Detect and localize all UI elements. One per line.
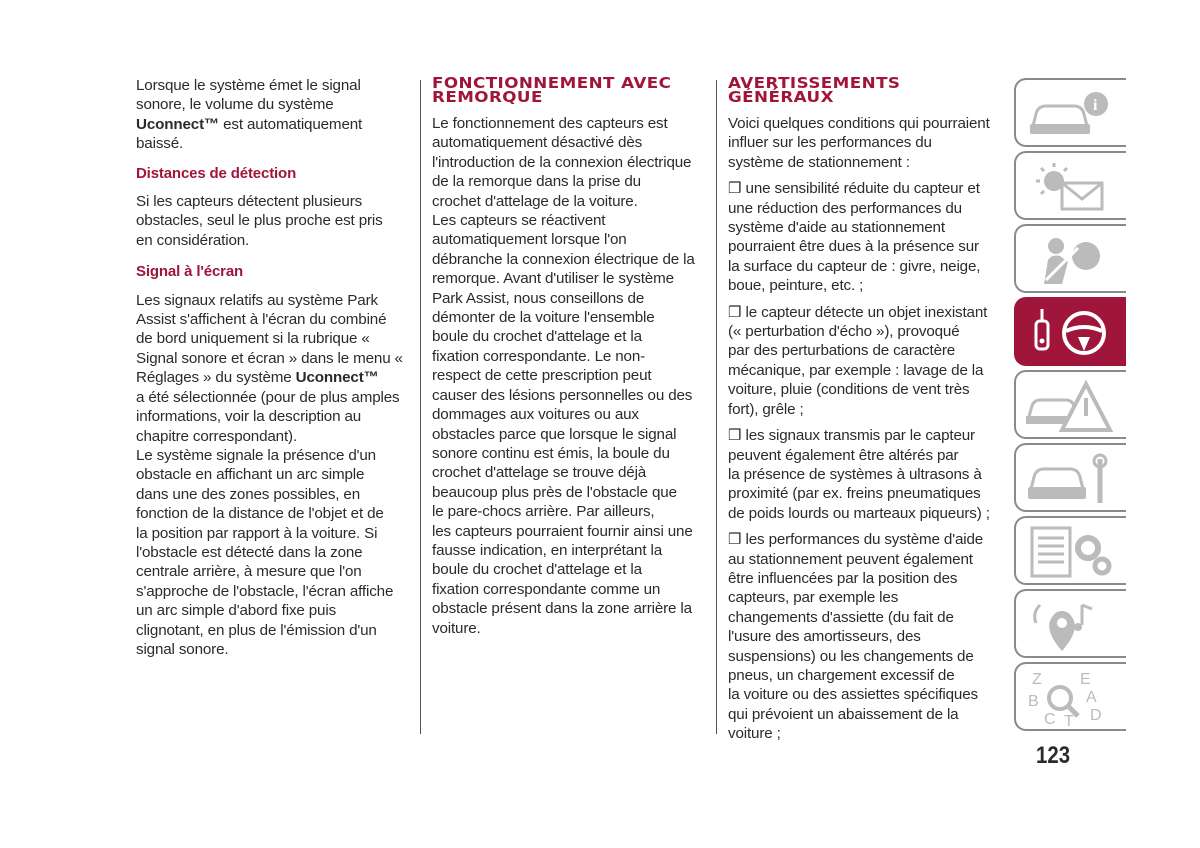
list-item: ❒ le capteur détecte un objet inexistant (« perturbation d'écho »), provoqué par des perturbations de caractère mécanique, par exemple : lavage de la voiture, pluie (conditions de vent très fort), grêle ; <box>728 303 988 418</box>
svg-text:D: D <box>1090 707 1102 724</box>
tab-technical-data[interactable] <box>1014 516 1126 585</box>
tab-index[interactable] <box>1014 662 1126 731</box>
column-divider-2 <box>716 80 717 734</box>
intro-paragraph: Lorsque le système émet le signal sonore, le volume du système Uconnect™ est automatiquement baissé. <box>136 77 363 153</box>
list-item: ❒ les performances du système d'aide au stationnement peuvent également être influencées par la position des capteurs, par exemple les changements d'assiette (du fait de l'usure des amortisseurs, des suspensions) ou les changements de pneus, un chargement excessif de la voiture ou des assiettes spécifiques qui prévoient un abaissement de la voiture ; <box>728 531 984 743</box>
tab-multimedia[interactable] <box>1014 589 1126 658</box>
section-heading-remorque: FONCTIONNEMENT AVEC REMORQUE <box>432 74 672 106</box>
tab-car-info[interactable] <box>1014 78 1126 147</box>
svg-text:Z: Z <box>1032 671 1042 688</box>
list-item: ❒ une sensibilité réduite du capteur et une réduction des performances du système d'aide au stationnement pourraient être dues à la présence sur la surface du capteur de : givre, neige, boue, peinture, etc. ; <box>728 180 981 295</box>
avertissements-intro: Voici quelques conditions qui pourraient influer sur les performances du système de stationnement : <box>728 115 990 171</box>
column-3 <box>728 76 1004 751</box>
column-divider-1 <box>420 80 421 734</box>
car-info-icon <box>1022 84 1118 144</box>
subheading-distances: Distances de détection <box>136 164 297 182</box>
svg-text:A: A <box>1086 689 1097 706</box>
svg-text:C: C <box>1044 711 1056 728</box>
distances-paragraph: Si les capteurs détectent plusieurs obstacles, seul le plus proche est pris en considération. <box>136 193 383 249</box>
subheading-signal: Signal à l'écran <box>136 263 244 281</box>
list-item: ❒ les signaux transmis par le capteur peuvent également être altérés par la présence de systèmes à ultrasons à proximité (par ex. freins pneumatiques de poids lourds ou marteaux piqueurs) ; <box>728 427 990 522</box>
technical-data-icon <box>1022 522 1118 582</box>
brand-name: Uconnect™ <box>295 369 379 387</box>
tab-safety[interactable] <box>1014 224 1126 293</box>
svg-text:i: i <box>1093 97 1098 114</box>
column-2 <box>432 76 708 638</box>
steering-key-icon <box>1022 303 1118 363</box>
signal-paragraph: Les signaux relatifs au système Park Assist s'affichent à l'écran du combiné de bord uniquement si la rubrique « Signal sonore et écran » dans le menu « Réglages » du système Uconnect™ a été sélectionnée (pour de plus amples informations, voir la description au chapitre correspondant). Le système signale la présence d'un obstacle en affichant un arc simple dans une des zones possibles, en fonction de la distance de l'objet et de la position par rapport à la voiture. Si l'obstacle est détecté dans la zone centrale arrière, à mesure que l'on s'approche de l'obstacle, l'écran affiche un arc simple d'abord fixe puis clignotant, en plus de l'émission d'un signal sonore. <box>136 291 403 658</box>
svg-text:T: T <box>1064 713 1074 728</box>
tab-starting-driving[interactable] <box>1014 297 1126 366</box>
warning-lights-icon <box>1022 157 1118 217</box>
tab-warning-lights[interactable] <box>1014 151 1126 220</box>
svg-text:E: E <box>1080 671 1091 688</box>
tab-emergency[interactable] <box>1014 370 1126 439</box>
safety-airbag-icon <box>1022 230 1118 290</box>
section-heading-avertissements: AVERTISSEMENTS GÉNÉRAUX <box>728 74 901 106</box>
emergency-triangle-icon <box>1022 376 1118 436</box>
multimedia-icon <box>1022 595 1118 655</box>
brand-name: Uconnect™ <box>136 115 220 133</box>
maintenance-icon <box>1022 449 1118 509</box>
column-1 <box>136 76 412 659</box>
index-icon <box>1022 668 1118 728</box>
svg-text:B: B <box>1028 693 1039 710</box>
remorque-paragraph: Le fonctionnement des capteurs est automatiquement désactivé dès l'introduction de la connexion électrique de la remorque dans la prise du crochet d'attelage de la voiture. Les capteurs se réactivent automatiquement lorsque l'on débranche la connexion électrique de la remorque. Avant d'utiliser le système Park Assist, nous conseillons de démonter de la voiture l'ensemble boule du crochet d'attelage et la fixation correspondante. Le non- respect de cette prescription peut causer des lésions personnelles ou des dommages aux voitures ou aux obstacles parce que lorsque le signal sonore continu est émis, la boule du crochet d'attelage se trouve déjà beaucoup plus près de l'obstacle que le pare-chocs arrière. Par ailleurs, les capteurs pourraient fournir ainsi une fausse indication, en interprétant la boule du crochet d'attelage et la fixation correspondante comme un obstacle présent dans la zone arrière la voiture. <box>432 115 695 637</box>
tab-maintenance[interactable] <box>1014 443 1126 512</box>
page-number: 123 <box>1036 742 1071 769</box>
